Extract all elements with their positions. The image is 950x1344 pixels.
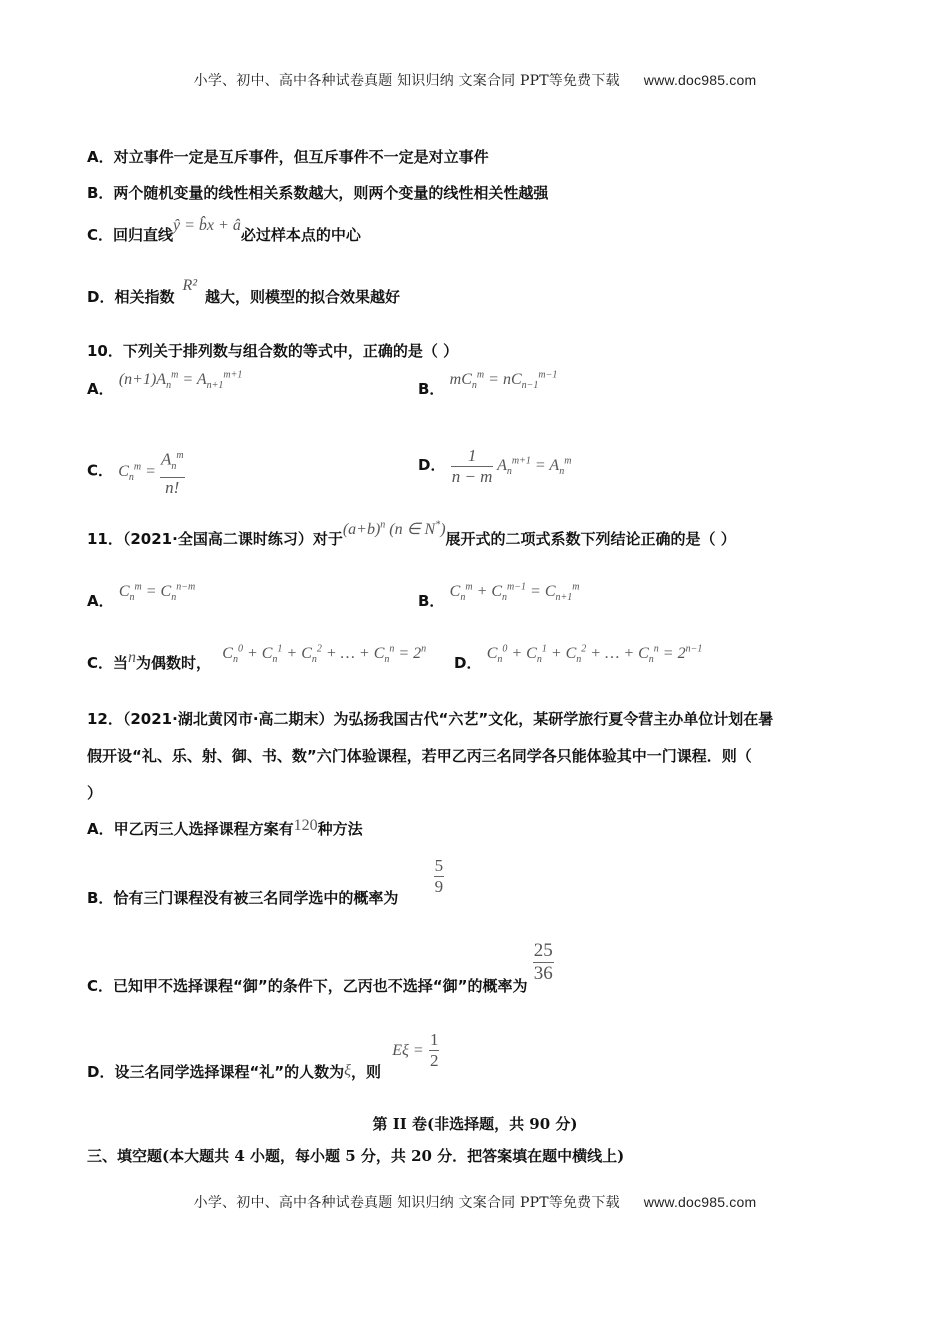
footer-text: 小学、初中、高中各种试卷真题 知识归纳 文案合同 PPT等免费下载 <box>193 1195 620 1211</box>
q10-option-b <box>418 369 558 401</box>
q12-d-pre: D．设三名同学选择课程“礼”的人数为 <box>87 1063 345 1081</box>
q11-stem-post: 展开式的二项式系数下列结论正确的是（ ） <box>445 530 736 548</box>
q11-option-c <box>87 643 427 675</box>
q11-c-formula: $C_n^0 + C_n^1 + C_n^2$ + … + $C_n^n = 2^n$ <box>222 643 427 666</box>
q12-b-text: B．恰有三门课程没有被三名同学选中的概率为 <box>87 889 399 907</box>
q11-c-n: n <box>128 649 137 666</box>
q9-c-pre: C．回归直线 <box>87 226 174 244</box>
page-header <box>0 70 950 90</box>
header-url[interactable]: www.doc985.com <box>643 72 757 88</box>
q9-option-c <box>87 217 361 245</box>
q12-d-fraction <box>429 1030 440 1071</box>
q12-c-text: C．已知甲不选择课程“御”的条件下，乙丙也不选择“御”的概率为 <box>87 977 528 995</box>
q11-binomial: $(a+b)^n$ (n ∈ N*) <box>342 519 446 538</box>
q12-a-number: 120 <box>293 817 318 834</box>
q12-c-numerator: 25 <box>533 940 553 961</box>
q11-c-mid: 为偶数时， <box>136 654 212 672</box>
q10-b-formula: $mC_n^m = nC_{n-1}^{m-1}$ <box>449 369 558 392</box>
q11-option-b <box>418 581 580 613</box>
q10-c-formula: $C_n^m$ = $\frac{A_n^m}{n!}$ <box>118 449 184 498</box>
q12-d-mid: ，则 <box>351 1063 382 1081</box>
q9-option-d <box>87 277 401 307</box>
q11-c-pre: C．当 <box>87 654 129 672</box>
q12-d-lhs: Eξ = <box>392 1042 424 1059</box>
q10-d-label: D． <box>418 456 446 475</box>
q9-option-b: B．两个随机变量的线性相关系数越大，则两个变量的线性相关性越强 <box>87 184 549 202</box>
q10-a-label: A． <box>87 380 114 398</box>
q12-d-denominator: 2 <box>429 1051 439 1070</box>
q12-option-b <box>87 856 444 907</box>
q11-a-formula: $C_n^m = C_n^{n-m}$ <box>118 581 196 604</box>
q12-c-denominator: 36 <box>533 963 553 984</box>
q11-d-formula: $C_n^0 + C_n^1 + C_n^2$ + … + $C_n^n = 2^{n-1}$ <box>486 643 703 666</box>
q11-a-label: A． <box>87 592 114 610</box>
q12-stem-line3: ） <box>87 784 103 802</box>
q12-d-xi: ξ <box>344 1062 352 1079</box>
page-footer <box>0 1192 950 1212</box>
r-squared: R² <box>182 277 198 294</box>
q10-b-label: B． <box>418 380 445 398</box>
regression-formula: ŷ = b̂x + â <box>173 217 241 234</box>
q9-d-post: 越大，则模型的拟合效果越好 <box>205 288 401 306</box>
part2-title: 第 II 卷(非选择题，共 90 分) <box>372 1115 578 1133</box>
q12-d-numerator: 1 <box>429 1030 439 1049</box>
q10-c-label: C． <box>87 461 114 480</box>
header-text: 小学、初中、高中各种试卷真题 知识归纳 文案合同 PPT等免费下载 <box>193 73 620 89</box>
q11-option-d <box>454 643 703 675</box>
q12-a-pre: A．甲乙丙三人选择课程方案有 <box>87 820 294 838</box>
q12-b-fraction <box>434 856 445 897</box>
q12-stem-line2: 假开设“礼、乐、射、御、书、数”六门体验课程，若甲乙丙三名同学各只能体验其中一门课程．则（ <box>87 747 752 765</box>
q12-option-a <box>87 818 363 839</box>
section3-title: 三、填空题(本大题共 4 小题，每小题 5 分，共 20 分．把答案填在题中横线上) <box>87 1147 625 1165</box>
q10-option-a <box>87 369 243 401</box>
q10-option-d <box>418 446 571 487</box>
footer-url[interactable]: www.doc985.com <box>643 1194 757 1210</box>
q9-option-a: A．对立事件一定是互斥事件，但互斥事件不一定是对立事件 <box>87 148 489 166</box>
q9-d-pre: D．相关指数 <box>87 288 175 306</box>
q10-d-formula: $\frac{1}{n - m}$ $A_n^{m+1} = A_n^m$ <box>451 446 572 486</box>
q12-b-numerator: 5 <box>434 856 444 875</box>
q10-a-formula: $(n+1)A_n^m = A_{n+1}^{m+1}$ <box>118 369 243 392</box>
q12-c-fraction <box>533 940 554 985</box>
q10-stem: 10．下列关于排列数与组合数的等式中，正确的是（ ） <box>87 342 459 360</box>
q11-d-label: D． <box>454 654 482 672</box>
q11-b-label: B． <box>418 592 445 610</box>
q12-stem-line1: 12．（2021·湖北黄冈市·高二期末）为弘扬我国古代“六艺”文化，某研学旅行夏令营主办单位计划在暑 <box>87 710 774 728</box>
q11-stem <box>87 519 736 549</box>
q10-option-c <box>87 446 185 498</box>
q12-option-c <box>87 940 554 995</box>
q12-option-d <box>87 1030 439 1081</box>
q12-a-post: 种方法 <box>317 820 363 838</box>
q12-b-denominator: 9 <box>434 877 444 896</box>
q9-c-post: 必过样本点的中心 <box>240 226 361 244</box>
q11-stem-pre: 11．（2021·全国高二课时练习）对于 <box>87 530 343 548</box>
q11-option-a <box>87 581 196 613</box>
q11-b-formula: $C_n^m + C_n^{m-1} = C_{n+1}^m$ <box>449 581 580 604</box>
